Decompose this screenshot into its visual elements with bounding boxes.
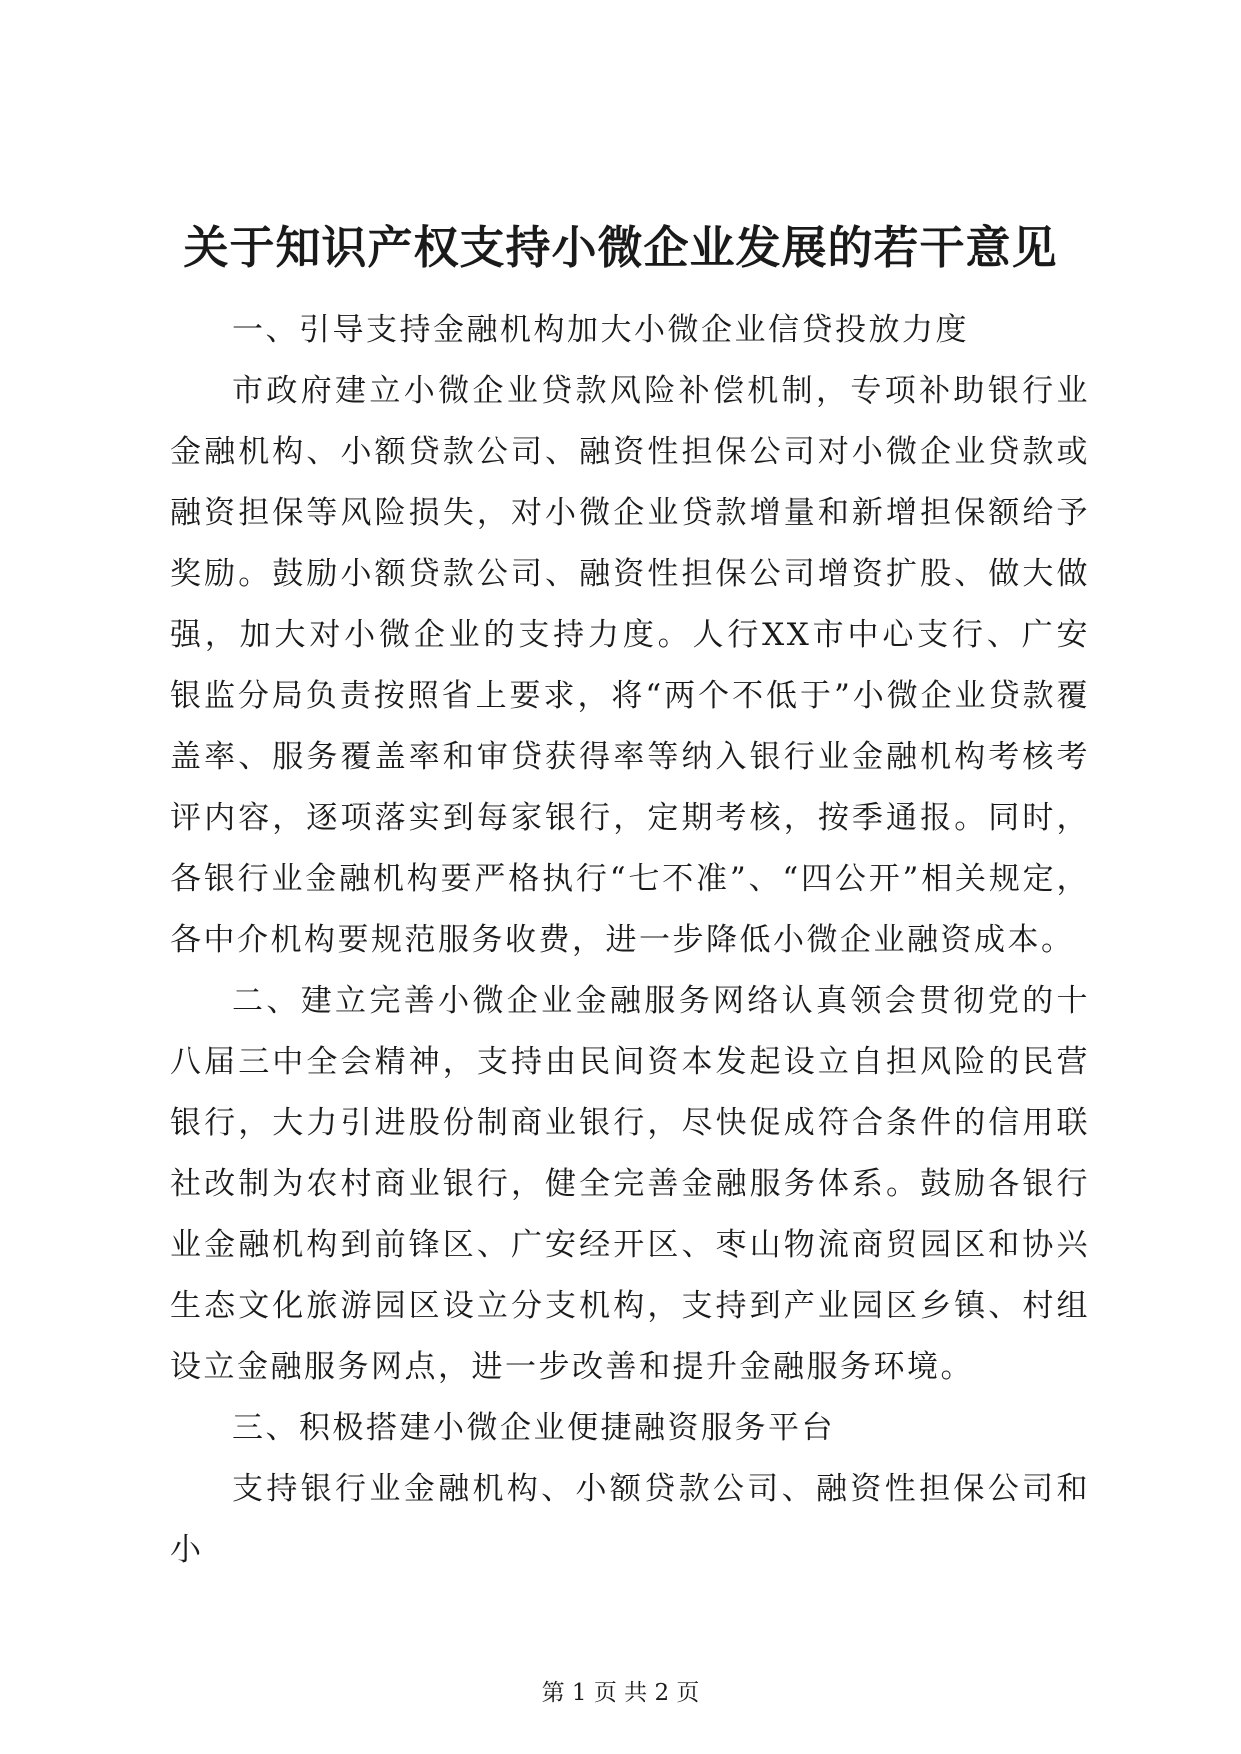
section-heading-1: 一、引导支持金融机构加大小微企业信贷投放力度: [232, 312, 969, 348]
document-title: 关于知识产权支持小微企业发展的若干意见: [183, 221, 1058, 274]
body-paragraph-3: 支持银行业金融机构、小额贷款公司、融资性担保公司和小: [170, 1471, 1090, 1568]
section-heading-3: 三、积极搭建小微企业便捷融资服务平台: [232, 1410, 835, 1446]
document-body: [170, 300, 1090, 1581]
section-paragraph-2: 二、建立完善小微企业金融服务网络认真领会贯彻党的十八届三中全会精神，支持由民间资本发起设立自担风险的民营银行，大力引进股份制商业银行，尽快促成符合条件的信用联社改制为农村商业银行，健全完善金融服务体系。鼓励各银行业金融机构到前锋区、广安经开区、枣山物流商贸园区和协兴生态文化旅游园区设立分支机构，支持到产业园区乡镇、村组设立金融服务网点，进一步改善和提升金融服务环境。: [170, 983, 1090, 1385]
body-paragraph-1: 市政府建立小微企业贷款风险补偿机制，专项补助银行业金融机构、小额贷款公司、融资性担保公司对小微企业贷款或融资担保等风险损失，对小微企业贷款增量和新增担保额给予奖励。鼓励小额贷款公司、融资性担保公司增资扩股、做大做强，加大对小微企业的支持力度。人行XX市中心支行、广安银监分局负责按照省上要求，将“两个不低于”小微企业贷款覆盖率、服务覆盖率和审贷获得率等纳入银行业金融机构考核考评内容，逐项落实到每家银行，定期考核，按季通报。同时，各银行业金融机构要严格执行“七不准”、“四公开”相关规定，各中介机构要规范服务收费，进一步降低小微企业融资成本。: [170, 373, 1090, 958]
page-footer: 第 1 页 共 2 页: [541, 1680, 700, 1706]
